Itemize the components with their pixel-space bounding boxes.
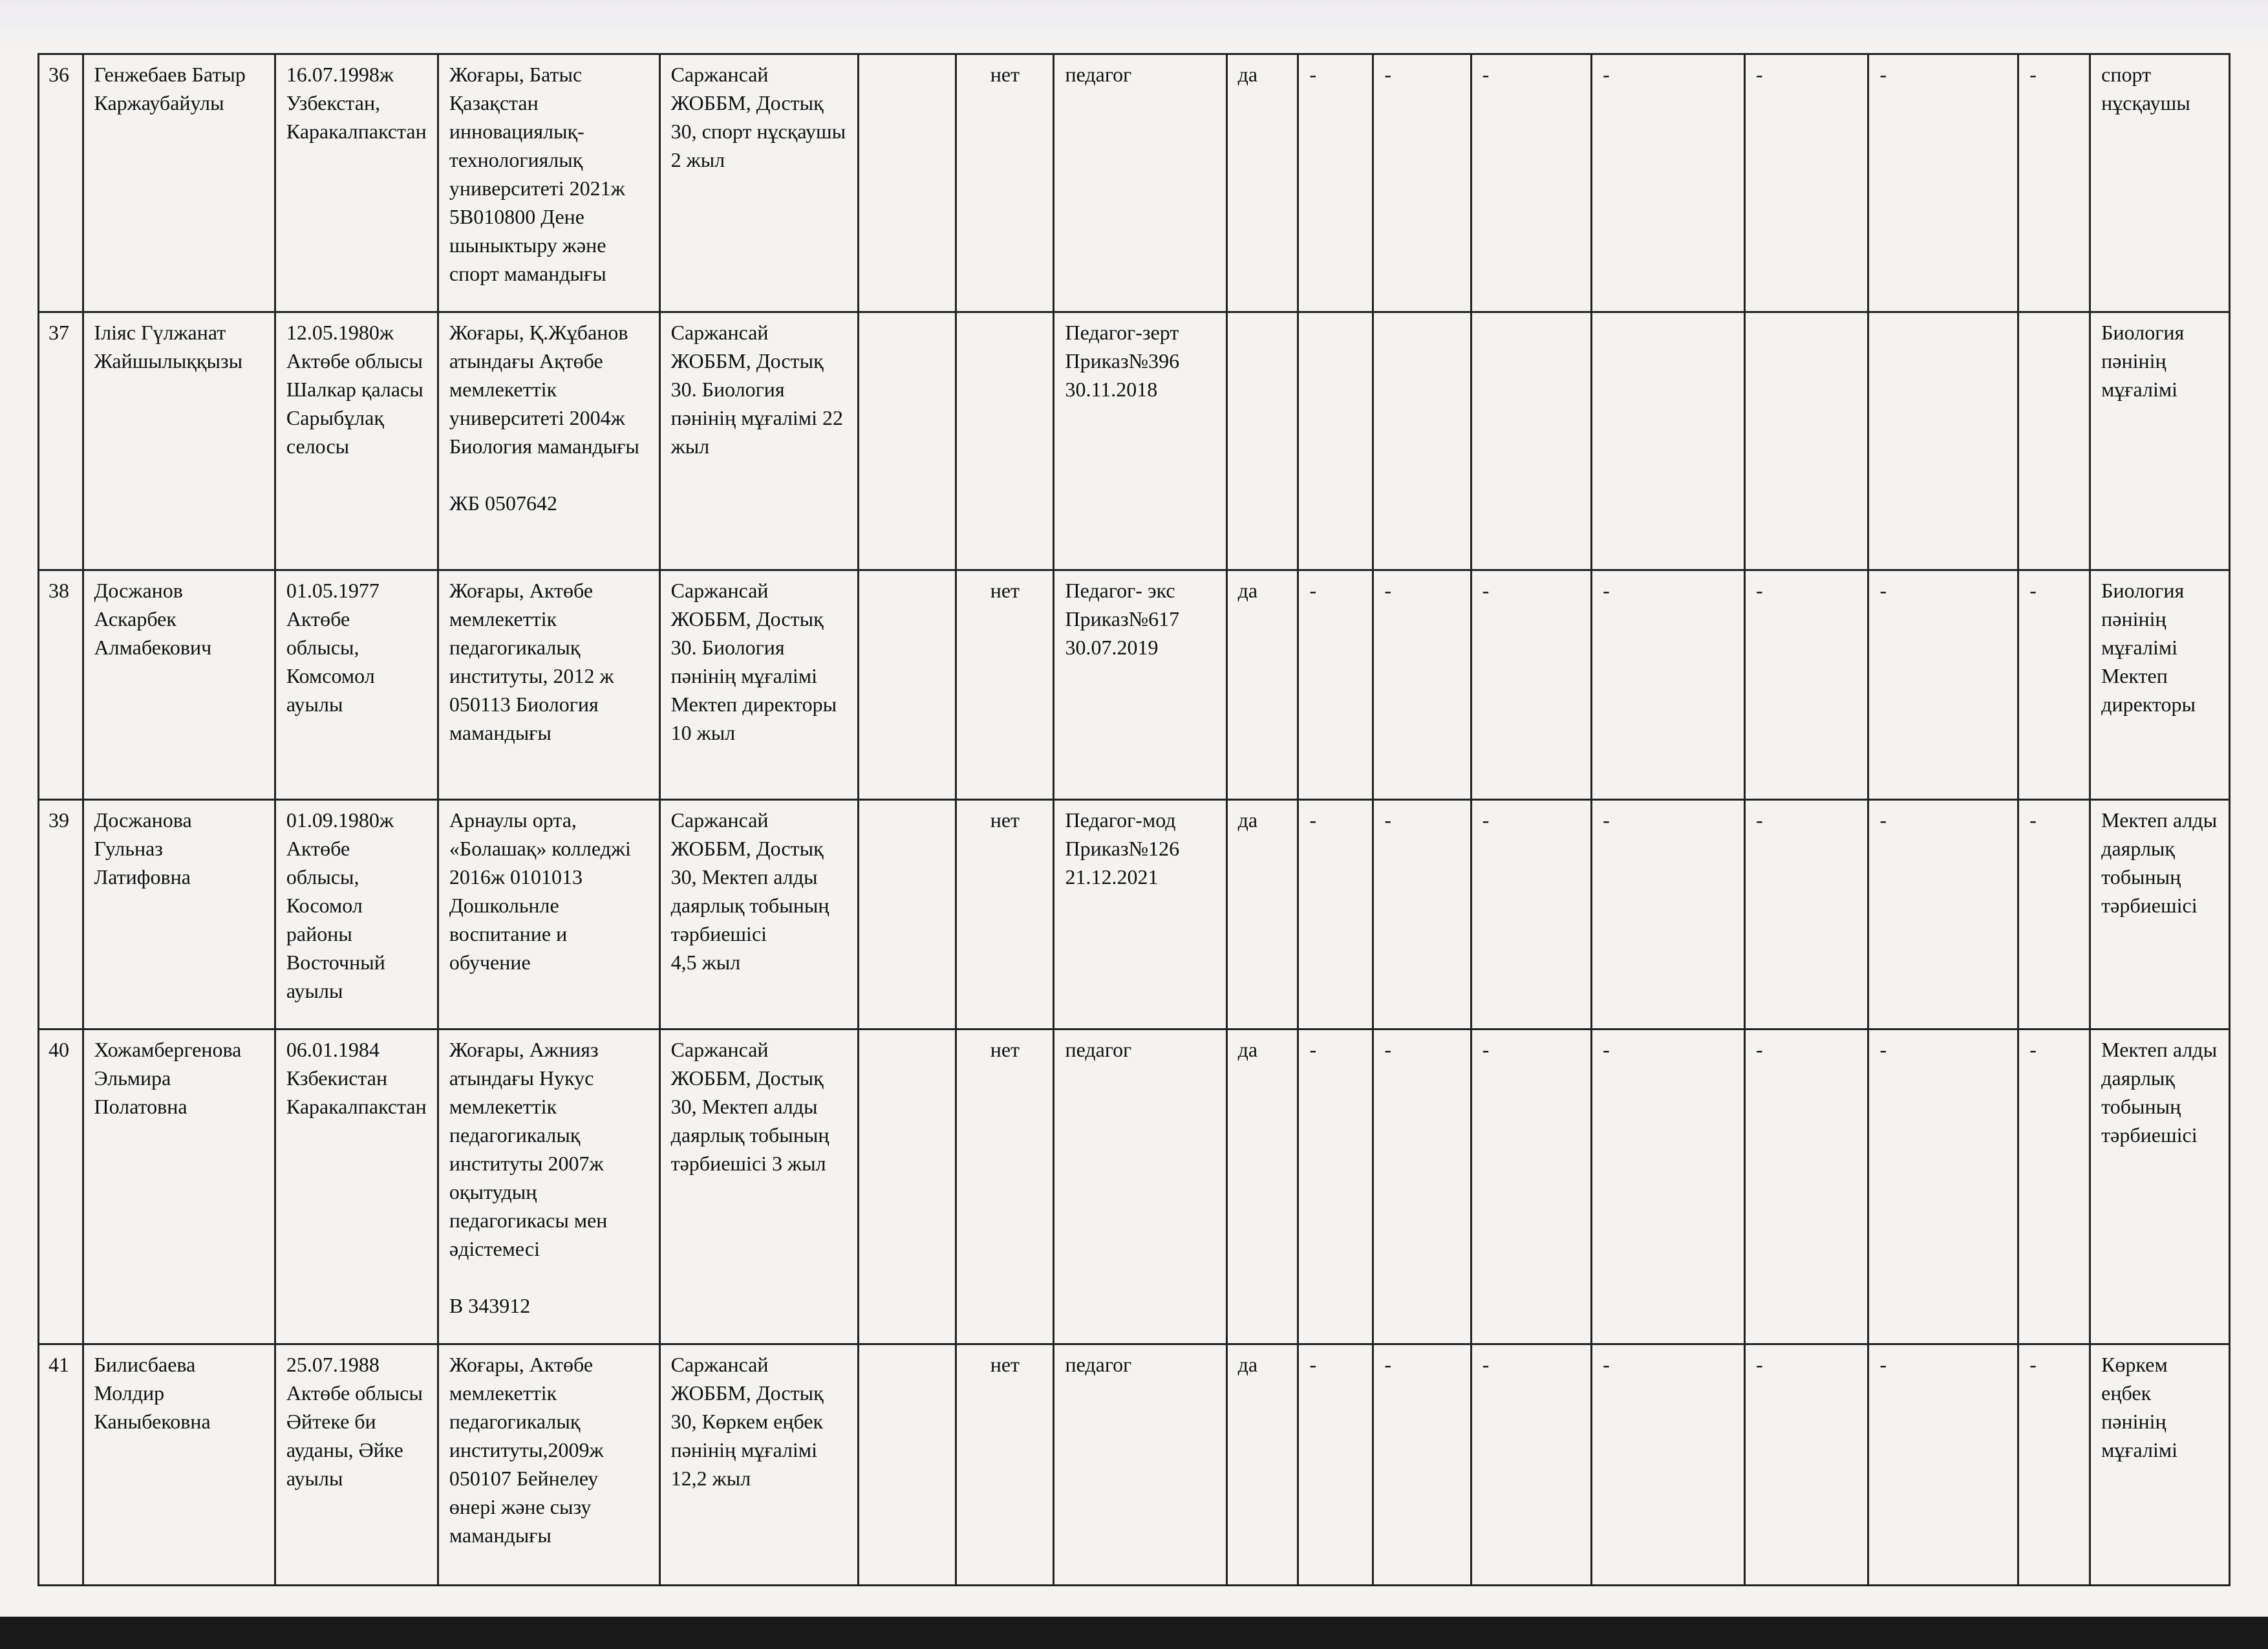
- dash-cell: -: [1744, 54, 1868, 312]
- dash-cell: -: [1373, 800, 1471, 1029]
- dash-cell: [2018, 312, 2090, 570]
- dash-cell: -: [1471, 570, 1591, 800]
- row-number: 36: [39, 54, 83, 312]
- dash-cell: -: [2018, 570, 2090, 800]
- category: Педагог-зерт Приказ№396 30.11.2018: [1054, 312, 1226, 570]
- education: Жоғары, Қ.Жұбанов атындағы Ақтөбе мемлекеттік университеті 2004ж Биология мамандығы ЖБ 0507642: [438, 312, 659, 570]
- net-cell: нет: [956, 800, 1054, 1029]
- dash-cell: [1471, 312, 1591, 570]
- net-cell: нет: [956, 1029, 1054, 1344]
- dash-cell: -: [1298, 1344, 1373, 1586]
- category: педагог: [1054, 1029, 1226, 1344]
- empty-cell: [859, 54, 956, 312]
- dash-cell: -: [1744, 1029, 1868, 1344]
- dash-cell: -: [1373, 1029, 1471, 1344]
- dash-cell: -: [1471, 1344, 1591, 1586]
- row-number: 39: [39, 800, 83, 1029]
- birth-info: 12.05.1980ж Актөбе облысы Шалкар қаласы Сарыбұлақ селосы: [275, 312, 438, 570]
- row-number: 40: [39, 1029, 83, 1344]
- dash-cell: -: [1868, 570, 2018, 800]
- full-name: Іліяс Гүлжанат Жайшылыққызы: [83, 312, 275, 570]
- table-row: [39, 1029, 2230, 1344]
- birth-info: 01.05.1977 Актөбе облысы, Комсомол ауылы: [275, 570, 438, 800]
- education: Жоғары, Ажнияз атындағы Нукус мемлекеттік педагогикалық институты 2007ж оқытудың педагогикасы мен әдістемесі В 343912: [438, 1029, 659, 1344]
- position: Көркем еңбек пәнінің мұғалімі: [2090, 1344, 2230, 1586]
- position: Мектеп алды даярлық тобының тәрбиешісі: [2090, 1029, 2230, 1344]
- table-row: [39, 800, 2230, 1029]
- net-cell: нет: [956, 54, 1054, 312]
- category: Педагог- экс Приказ№617 30.07.2019: [1054, 570, 1226, 800]
- full-name: Досжанов Аскарбек Алмабекович: [83, 570, 275, 800]
- category: педагог: [1054, 1344, 1226, 1586]
- dash-cell: -: [1868, 800, 2018, 1029]
- dash-cell: -: [1471, 54, 1591, 312]
- dash-cell: -: [1744, 800, 1868, 1029]
- da-cell: да: [1226, 570, 1298, 800]
- row-number: 37: [39, 312, 83, 570]
- workplace: Саржансай ЖОББМ, Достық 30, спорт нұсқаушы 2 жыл: [659, 54, 858, 312]
- workplace: Саржансай ЖОББМ, Достық 30, Көркем еңбек пәнінің мұғалімі 12,2 жыл: [659, 1344, 858, 1586]
- workplace: Саржансай ЖОББМ, Достық 30. Биология пәнінің мұғалімі Мектеп директоры 10 жыл: [659, 570, 858, 800]
- dash-cell: [1744, 312, 1868, 570]
- education: Жоғары, Актөбе мемлекеттік педагогикалық институты,2009ж 050107 Бейнелеу өнері және сызу мамандығы: [438, 1344, 659, 1586]
- dash-cell: -: [1373, 54, 1471, 312]
- dash-cell: [1592, 312, 1745, 570]
- dash-cell: -: [1298, 54, 1373, 312]
- birth-info: 25.07.1988 Актөбе облысы Әйтеке би ауданы, Әйке ауылы: [275, 1344, 438, 1586]
- table-row: [39, 1344, 2230, 1586]
- position: Биология пәнінің мұғалімі Мектеп директоры: [2090, 570, 2230, 800]
- dash-cell: -: [1471, 800, 1591, 1029]
- staff-table: [37, 53, 2231, 1586]
- table-row: [39, 54, 2230, 312]
- dash-cell: -: [1373, 1344, 1471, 1586]
- empty-cell: [859, 1029, 956, 1344]
- net-cell: нет: [956, 570, 1054, 800]
- full-name: Билисбаева Молдир Каныбековна: [83, 1344, 275, 1586]
- da-cell: да: [1226, 54, 1298, 312]
- education: Жоғары, Батыс Қазақстан инновациялық-технологиялық университеті 2021ж 5B010800 Дене шыныктыру және спорт мамандығы: [438, 54, 659, 312]
- dash-cell: -: [2018, 54, 2090, 312]
- row-number: 41: [39, 1344, 83, 1586]
- dash-cell: -: [1744, 570, 1868, 800]
- empty-cell: [859, 312, 956, 570]
- dash-cell: -: [1868, 1344, 2018, 1586]
- dash-cell: -: [1868, 1029, 2018, 1344]
- position: спорт нұсқаушы: [2090, 54, 2230, 312]
- education: Жоғары, Актөбе мемлекеттік педагогикалық институты, 2012 ж 050113 Биология мамандығы: [438, 570, 659, 800]
- education: Арнаулы орта, «Болашақ» колледжі 2016ж 0101013 Дошкольнле воспитание и обучение: [438, 800, 659, 1029]
- dash-cell: -: [1592, 1344, 1745, 1586]
- dash-cell: -: [1592, 54, 1745, 312]
- row-number: 38: [39, 570, 83, 800]
- dash-cell: [1298, 312, 1373, 570]
- dash-cell: -: [1592, 800, 1745, 1029]
- dash-cell: -: [1592, 570, 1745, 800]
- da-cell: [1226, 312, 1298, 570]
- dash-cell: -: [1744, 1344, 1868, 1586]
- table-row: [39, 570, 2230, 800]
- empty-cell: [859, 800, 956, 1029]
- category: Педагог-мод Приказ№126 21.12.2021: [1054, 800, 1226, 1029]
- birth-info: 01.09.1980ж Актөбе облысы, Косомол районы Восточный ауылы: [275, 800, 438, 1029]
- position: Биология пәнінің мұғалімі: [2090, 312, 2230, 570]
- full-name: Генжебаев Батыр Каржаубайулы: [83, 54, 275, 312]
- position: Мектеп алды даярлық тобының тәрбиешісі: [2090, 800, 2230, 1029]
- dash-cell: -: [1298, 800, 1373, 1029]
- dash-cell: [1373, 312, 1471, 570]
- dash-cell: -: [1373, 570, 1471, 800]
- full-name: Хожамбергенова Эльмира Полатовна: [83, 1029, 275, 1344]
- workplace: Саржансай ЖОББМ, Достық 30, Мектеп алды даярлық тобының тәрбиешісі 3 жыл: [659, 1029, 858, 1344]
- workplace: Саржансай ЖОББМ, Достық 30, Мектеп алды даярлық тобының тәрбиешісі 4,5 жыл: [659, 800, 858, 1029]
- da-cell: да: [1226, 1344, 1298, 1586]
- table-body: [39, 54, 2230, 1586]
- dash-cell: [1868, 312, 2018, 570]
- net-cell: [956, 312, 1054, 570]
- category: педагог: [1054, 54, 1226, 312]
- empty-cell: [859, 1344, 956, 1586]
- workplace: Саржансай ЖОББМ, Достық 30. Биология пәнінің мұғалімі 22 жыл: [659, 312, 858, 570]
- dash-cell: -: [2018, 1344, 2090, 1586]
- birth-info: 16.07.1998ж Узбекстан, Каракалпакстан: [275, 54, 438, 312]
- da-cell: да: [1226, 1029, 1298, 1344]
- dash-cell: -: [1298, 1029, 1373, 1344]
- table-row: [39, 312, 2230, 570]
- dash-cell: -: [1868, 54, 2018, 312]
- full-name: Досжанова Гульназ Латифовна: [83, 800, 275, 1029]
- da-cell: да: [1226, 800, 1298, 1029]
- dash-cell: -: [1298, 570, 1373, 800]
- net-cell: нет: [956, 1344, 1054, 1586]
- empty-cell: [859, 570, 956, 800]
- dash-cell: -: [2018, 800, 2090, 1029]
- dash-cell: -: [2018, 1029, 2090, 1344]
- dash-cell: -: [1592, 1029, 1745, 1344]
- dash-cell: -: [1471, 1029, 1591, 1344]
- scan-top-margin: [0, 0, 2268, 45]
- scan-bottom-edge: [0, 1617, 2268, 1649]
- birth-info: 06.01.1984 Кзбекистан Каракалпакстан: [275, 1029, 438, 1344]
